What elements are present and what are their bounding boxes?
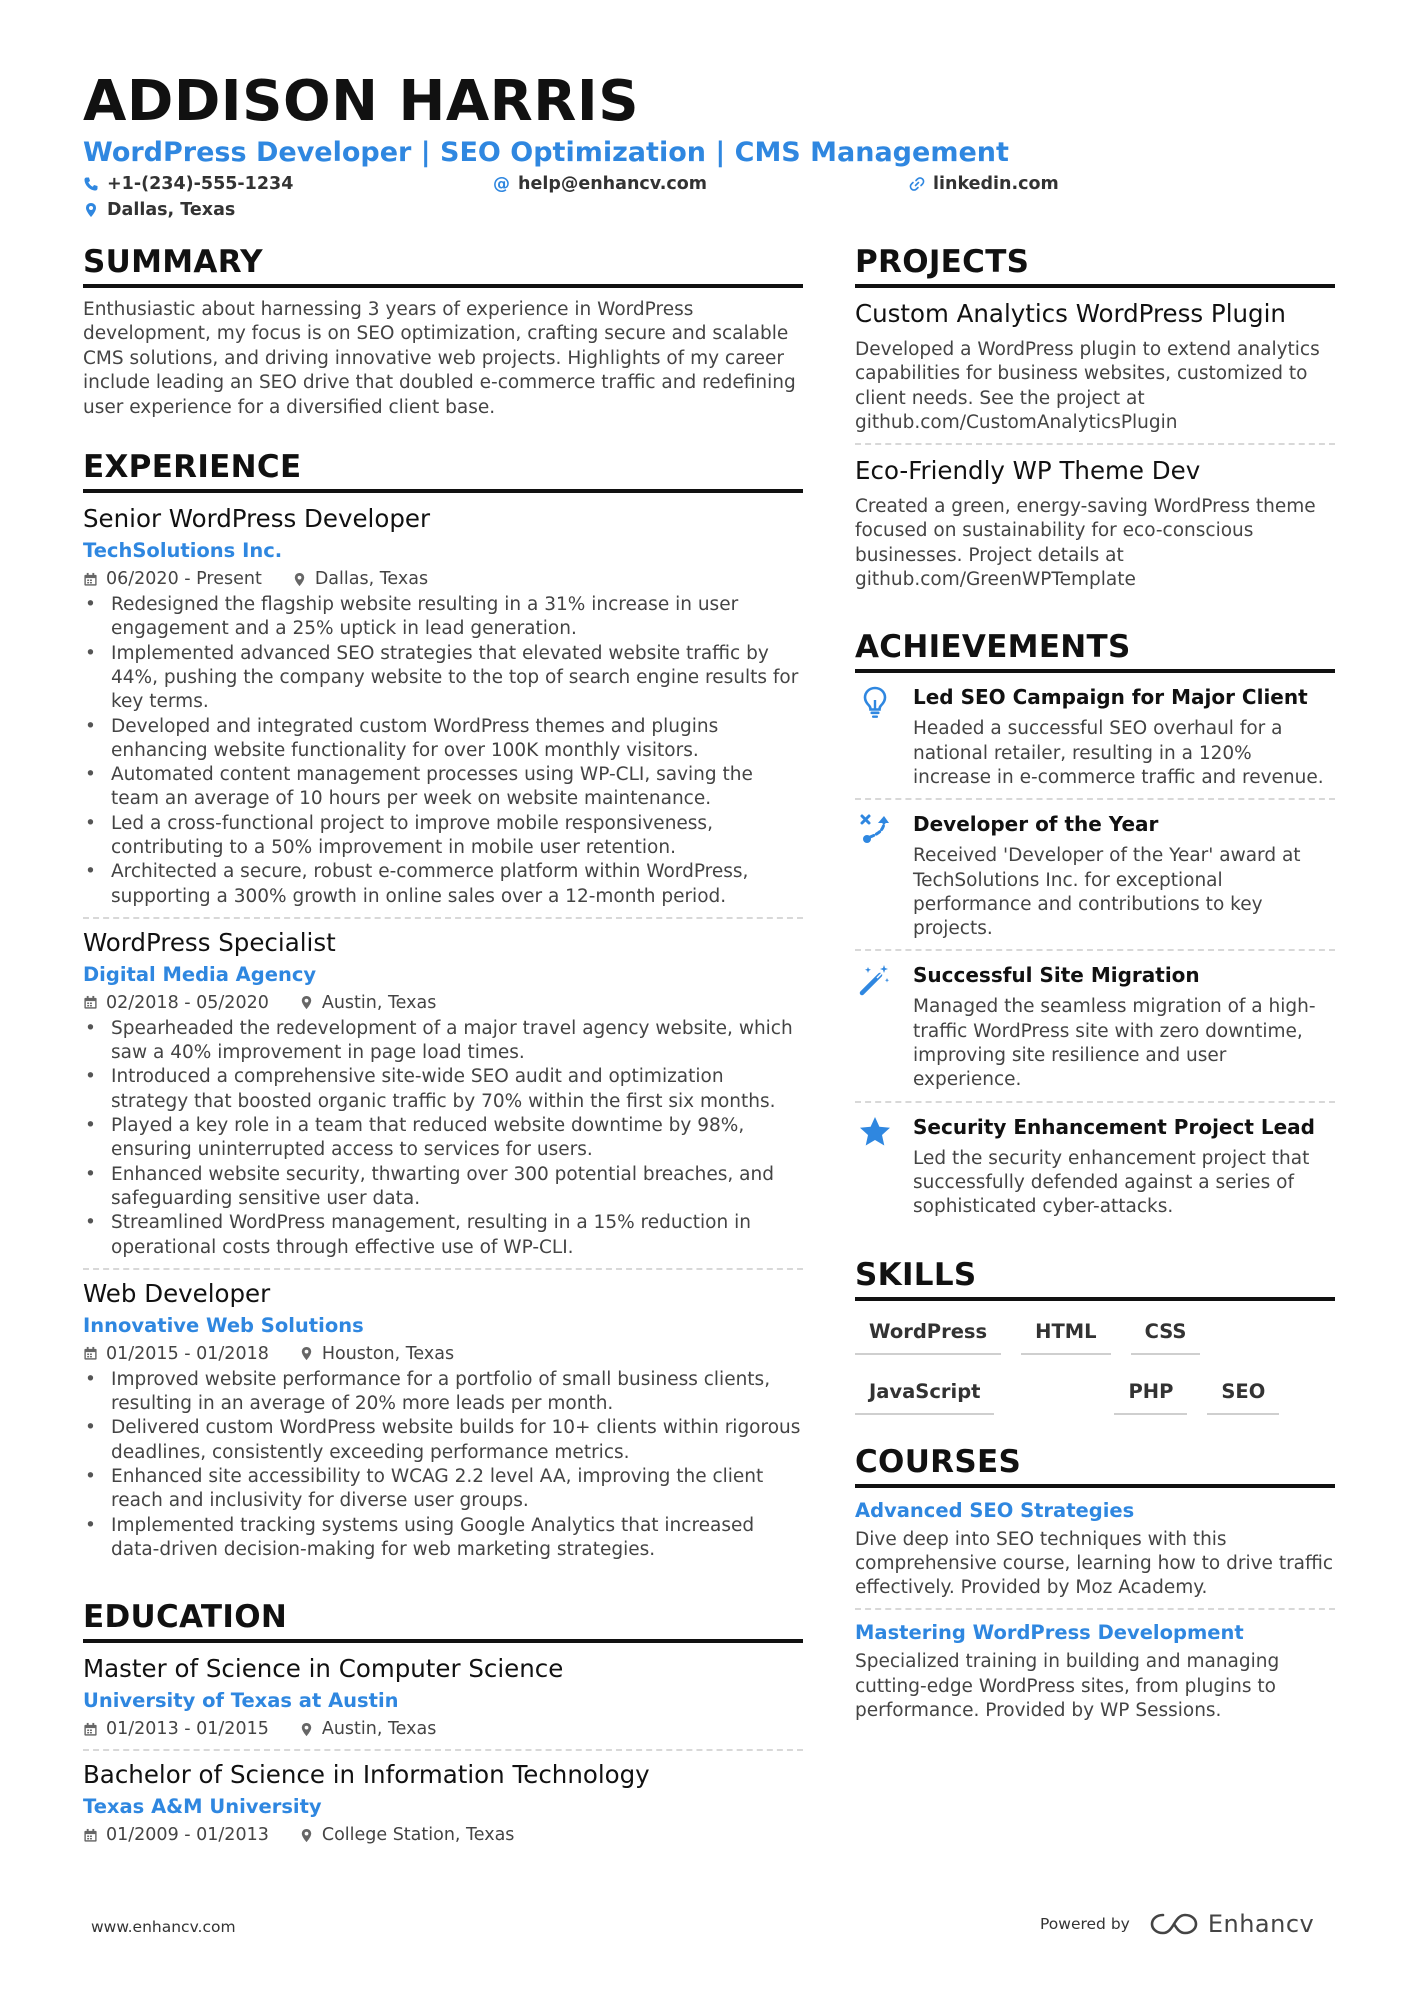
school-name: Texas A&M University (83, 1795, 322, 1819)
summary-heading: SUMMARY (83, 243, 803, 288)
footer-website[interactable]: www.enhancv.com (91, 1918, 236, 1936)
company-name: Innovative Web Solutions (83, 1313, 364, 1337)
bullet-item: • Streamlined WordPress management, resulting in a 15% reduction in operational costs through effective use of WP-CLI. (83, 1211, 803, 1260)
achievement-icon-wrap (855, 810, 895, 941)
contact-location (83, 200, 235, 220)
job-meta (83, 991, 803, 1015)
brand-name: Enhancv (1207, 1910, 1315, 1938)
course-description: Specialized training in building and managing cutting-edge WordPress sites, from plugins to performance. Provided by WP Sessions. (855, 1651, 1280, 1722)
education-meta (83, 1823, 803, 1847)
bullet-item: • Automated content management processes using WP-CLI, saving the team an average of 10 hours per week on website maintenance. (83, 763, 803, 812)
calendar-icon (83, 995, 98, 1010)
education-location: Austin, Texas (321, 1719, 437, 1740)
achievement-description: Led the security enhancement project that successfully defended against a series of sophisticated cyber-attacks. (913, 1147, 1310, 1218)
job-title: WordPress Specialist (83, 927, 336, 957)
skill-tag: WordPress (855, 1315, 1001, 1355)
star-icon (858, 1115, 892, 1149)
job-title: Web Developer (83, 1278, 271, 1308)
bullet-item: • Led a cross-functional project to improve mobile responsiveness, contributing to a 50% improvement in mobile user retention. (83, 812, 803, 861)
linkedin-text: linkedin.com (933, 174, 1059, 194)
location-pin-icon (299, 1722, 314, 1737)
experience-heading: EXPERIENCE (83, 448, 803, 493)
job-dates: 01/2015 - 01/2018 (106, 1343, 269, 1364)
job-location: Dallas, Texas (314, 569, 429, 590)
at-icon: @ (493, 174, 510, 194)
achievement-title: Security Enhancement Project Lead (913, 1114, 1315, 1139)
magic-wand-icon (858, 963, 892, 997)
summary-section (83, 243, 803, 420)
courses-heading: COURSES (855, 1443, 1335, 1488)
experience-entry (83, 1278, 803, 1570)
experience-entry (83, 503, 803, 919)
project-entry (855, 455, 1335, 600)
education-dates: 01/2009 - 01/2013 (106, 1825, 269, 1846)
education-meta (83, 1717, 803, 1741)
right-column (855, 243, 1335, 1759)
calendar-icon (83, 572, 98, 587)
calendar-icon (83, 1722, 98, 1737)
contact-email[interactable] (493, 174, 707, 194)
job-bullets (83, 1017, 803, 1260)
job-meta (83, 567, 803, 591)
skill-tag: SEO (1207, 1375, 1279, 1415)
skill-tag: PHP (1114, 1375, 1187, 1415)
bullet-item: • Enhanced website security, thwarting over 300 potential breaches, and safeguarding sensitive user data. (83, 1163, 803, 1212)
courses-section (855, 1443, 1335, 1732)
project-description: Developed a WordPress plugin to extend analytics capabilities for business websites, customized to client needs. See the project at github.com/CustomAnalyticsPlugin (855, 339, 1320, 433)
job-title: Senior WordPress Developer (83, 504, 431, 534)
email-text: help@enhancv.com (518, 174, 708, 194)
left-column (83, 243, 803, 1883)
projects-heading: PROJECTS (855, 243, 1335, 288)
company-name: TechSolutions Inc. (83, 539, 283, 563)
job-dates: 06/2020 - Present (106, 569, 262, 590)
project-title: Custom Analytics WordPress Plugin (855, 299, 1286, 328)
degree-title: Master of Science in Computer Science (83, 1654, 564, 1684)
projects-section (855, 243, 1335, 600)
calendar-icon (83, 1346, 98, 1361)
experience-section (83, 448, 803, 1570)
candidate-tagline: WordPress Developer | SEO Optimization | CMS Management (83, 137, 1009, 168)
project-description: Created a green, energy-saving WordPress theme focused on sustainability for eco-conscious businesses. Project details at github.com/GreenWPTemplate (855, 496, 1316, 591)
achievement-description: Headed a successful SEO overhaul for a national retailer, resulting in a 120% increase in e-commerce traffic and revenue. (913, 718, 1324, 788)
achievement-title: Led SEO Campaign for Major Client (913, 685, 1308, 710)
summary-text: Enthusiastic about harnessing 3 years of experience in WordPress development, my focus is on SEO optimization, crafting secure and scalable CMS solutions, and driving innovative web projects. Highlights of my career include leading an SEO drive that doubled e-commerce traffic and redefining user experience for a diversified client base. (83, 299, 796, 418)
lightbulb-icon (858, 685, 892, 719)
achievement-entry (855, 961, 1335, 1102)
achievement-entry (855, 683, 1335, 800)
bullet-item: • Improved website performance for a portfolio of small business clients, resulting in an average of 20% more leads per month. (83, 1368, 803, 1417)
project-entry (855, 298, 1335, 445)
education-location: College Station, Texas (321, 1825, 515, 1846)
skill-tag: JavaScript (855, 1375, 994, 1415)
course-entry (855, 1498, 1335, 1611)
skills-section (855, 1256, 1335, 1415)
achievement-icon-wrap (855, 683, 895, 790)
location-pin-icon (299, 995, 314, 1010)
calendar-icon (83, 1828, 98, 1843)
candidate-name: ADDISON HARRIS (83, 69, 640, 134)
job-location: Austin, Texas (321, 992, 437, 1013)
location-text: Dallas, Texas (107, 200, 236, 220)
education-heading: EDUCATION (83, 1598, 803, 1643)
education-entry (83, 1653, 803, 1751)
bullet-item: • Developed and integrated custom WordPress themes and plugins enhancing website functionality for over 100K monthly visitors. (83, 715, 803, 764)
location-pin-icon (299, 1828, 314, 1843)
company-name: Digital Media Agency (83, 962, 317, 986)
bullet-item: • Played a key role in a team that reduced website downtime by 98%, ensuring uninterrupted access to services for users. (83, 1114, 803, 1163)
achievement-entry (855, 810, 1335, 951)
school-name: University of Texas at Austin (83, 1689, 399, 1713)
course-description: Dive deep into SEO techniques with this comprehensive course, learning how to drive traffic effectively. Provided by Moz Academy. (855, 1528, 1334, 1599)
bullet-item: • Redesigned the flagship website resulting in a 31% increase in user engagement and a 25% uptick in lead generation. (83, 593, 803, 642)
contact-linkedin[interactable] (909, 174, 1059, 194)
skills-heading: SKILLS (855, 1256, 1335, 1301)
project-title: Eco-Friendly WP Theme Dev (855, 456, 1201, 486)
phone-text: +1-(234)-555-1234 (107, 174, 294, 194)
skill-tag: HTML (1021, 1315, 1110, 1355)
enhancv-logo-icon (1150, 1911, 1198, 1937)
footer-branding (1040, 1910, 1314, 1938)
achievements-heading: ACHIEVEMENTS (855, 628, 1335, 673)
achievement-description: Received 'Developer of the Year' award at TechSolutions Inc. for exceptional performance and contributions to key projects. (913, 845, 1301, 940)
phone-icon (83, 176, 99, 192)
course-title: Advanced SEO Strategies (855, 1498, 1135, 1522)
powered-by-label: Powered by (1040, 1915, 1130, 1933)
location-pin-icon (292, 572, 307, 587)
link-icon (909, 176, 925, 192)
job-bullets (83, 1368, 803, 1562)
skill-tag: CSS (1131, 1315, 1201, 1355)
achievement-title: Developer of the Year (913, 812, 1159, 837)
skills-list (855, 1311, 1335, 1415)
education-dates: 01/2013 - 01/2015 (106, 1719, 269, 1740)
bullet-item: • Introduced a comprehensive site-wide SEO audit and optimization strategy that boosted organic traffic by 70% within the first six months. (83, 1065, 803, 1114)
bullet-item: • Enhanced site accessibility to WCAG 2.2 level AA, improving the client reach and inclusivity for diverse user groups. (83, 1465, 803, 1514)
job-dates: 02/2018 - 05/2020 (106, 992, 269, 1013)
brand-logo[interactable] (1150, 1910, 1314, 1938)
location-pin-icon (299, 1346, 314, 1361)
bullet-item: • Delivered custom WordPress website builds for 10+ clients within rigorous deadlines, consistently exceeding performance metrics. (83, 1416, 803, 1465)
bullet-item: • Implemented tracking systems using Google Analytics that increased data-driven decision-making for web marketing strategies. (83, 1514, 803, 1563)
achievement-icon-wrap (855, 961, 895, 1092)
education-entry (83, 1759, 803, 1855)
contact-phone[interactable] (83, 174, 293, 194)
job-meta (83, 1342, 803, 1366)
job-bullets (83, 593, 803, 909)
route-icon (858, 812, 892, 846)
achievement-description: Managed the seamless migration of a high-traffic WordPress site with zero downtime, improving site resilience and user experience. (913, 996, 1316, 1091)
bullet-item: • Spearheaded the redevelopment of a major travel agency website, which saw a 40% improvement in page load times. (83, 1017, 803, 1066)
achievements-section (855, 628, 1335, 1227)
bullet-item: • Implemented advanced SEO strategies that elevated website traffic by 44%, pushing the company website to the top of search engine results for key terms. (83, 642, 803, 715)
course-entry (855, 1620, 1335, 1731)
education-section (83, 1598, 803, 1855)
achievement-title: Successful Site Migration (913, 963, 1200, 988)
bullet-item: • Architected a secure, robust e-commerce platform within WordPress, supporting a 300% growth in online sales over a 12-month period. (83, 860, 803, 909)
experience-entry (83, 927, 803, 1270)
location-pin-icon (83, 202, 99, 218)
course-title: Mastering WordPress Development (855, 1621, 1244, 1645)
achievement-icon-wrap (855, 1113, 895, 1220)
job-location: Houston, Texas (321, 1343, 455, 1364)
degree-title: Bachelor of Science in Information Technology (83, 1760, 650, 1790)
resume-header (83, 70, 1333, 234)
contact-row (83, 174, 1333, 234)
achievement-entry (855, 1113, 1335, 1228)
